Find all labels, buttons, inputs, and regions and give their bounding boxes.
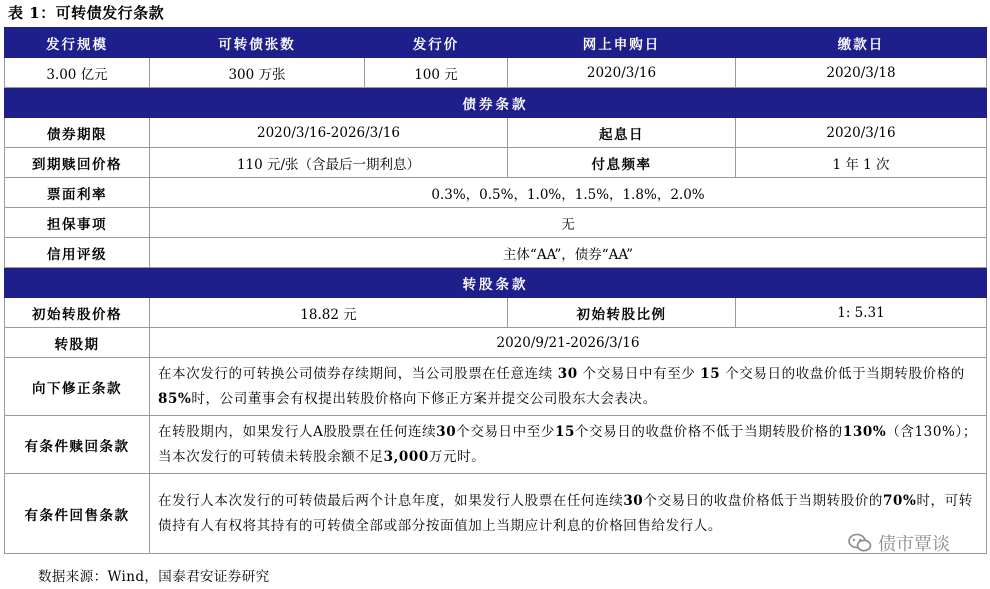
table-row: [5, 416, 987, 474]
header-cell: 发行规模: [5, 28, 150, 58]
bond-count: 300 万张: [150, 58, 365, 88]
wechat-icon: [848, 533, 872, 553]
table-row: [5, 178, 987, 208]
text-run: 个交易日的收盘价格不低于当期转股价格的: [574, 423, 843, 440]
source-note: 数据来源：Wind，国泰君安证券研究: [38, 569, 270, 585]
text-run: 在本次发行的可转换公司债券存续期间，当公司股票在任意连续: [158, 365, 558, 382]
conversion-price-label: 初始转股价格: [5, 298, 150, 328]
term-label: 债券期限: [5, 118, 150, 148]
bond-terms-table: [4, 27, 987, 554]
conversion-ratio-label: 初始转股比例: [508, 298, 736, 328]
table-title: 表 1：可转债发行条款: [8, 4, 165, 22]
text-run: 个交易日中有至少: [577, 365, 701, 382]
coupon-rate-label: 票面利率: [5, 178, 150, 208]
section-title-conversion: 转股条款: [5, 268, 987, 298]
text-run: 个交易日的收盘价格低于当期转股价的: [643, 492, 884, 509]
text-run-bold: 70%: [883, 492, 917, 509]
start-date-label: 起息日: [508, 118, 736, 148]
conversion-period-value: 2020/9/21-2026/3/16: [150, 328, 987, 358]
payment-date: 2020/3/18: [736, 58, 987, 88]
table-row: [5, 298, 987, 328]
text-run: 个交易日的收盘价低于当期转股价格的: [720, 365, 965, 382]
table-row: [5, 238, 987, 268]
term-value: 2020/3/16-2026/3/16: [150, 118, 508, 148]
section-title-bond: 债券条款: [5, 88, 987, 118]
interest-frequency-value: 1 年 1 次: [736, 148, 987, 178]
credit-rating-label: 信用评级: [5, 238, 150, 268]
section-row-conversion: [5, 268, 987, 298]
issue-price: 100 元: [365, 58, 508, 88]
conversion-period-label: 转股期: [5, 328, 150, 358]
watermark: [848, 530, 950, 556]
table-row: [5, 148, 987, 178]
table-row: [5, 474, 987, 554]
text-run: 时，可转债持有人有权将其持有的可转债全部或部分按面值加上当期应计利息的价格回售给发行人。: [158, 492, 973, 534]
header-row: [5, 28, 987, 58]
table-row: [5, 328, 987, 358]
text-run-bold: 15: [554, 423, 575, 440]
text-run-bold: 30: [623, 492, 644, 509]
watermark-text: 债市覃谈: [878, 534, 950, 555]
guarantee-label: 担保事项: [5, 208, 150, 238]
table-row: [5, 358, 987, 416]
text-run-bold: 30: [557, 365, 578, 382]
guarantee-value: 无: [150, 208, 987, 238]
text-run: 在转股期内，如果发行人A股股票在任何连续: [158, 423, 437, 440]
table-row: [5, 118, 987, 148]
text-run: 在发行人本次发行的可转债最后两个计息年度，如果发行人股票在任何连续: [158, 492, 624, 509]
conversion-price-value: 18.82 元: [150, 298, 508, 328]
text-run-bold: 3,000: [383, 448, 429, 465]
text-run-bold: 85%: [158, 390, 192, 407]
start-date-value: 2020/3/16: [736, 118, 987, 148]
issue-row: [5, 58, 987, 88]
table-row: [5, 208, 987, 238]
text-run: 个交易日中至少: [456, 423, 555, 440]
conditional-redemption-text: [150, 416, 987, 474]
coupon-rate-value: 0.3%，0.5%，1.0%，1.5%，1.8%，2.0%: [150, 178, 987, 208]
header-cell: 可转债张数: [150, 28, 365, 58]
downward-revision-text: [150, 358, 987, 416]
text-run: （含130%）；当本次发行的可转债未转股余额不足: [158, 423, 977, 465]
interest-frequency-label: 付息频率: [508, 148, 736, 178]
text-run-bold: 130%: [842, 423, 887, 440]
text-run: 万元时。: [428, 448, 486, 465]
conditional-put-label: 有条件回售条款: [5, 474, 150, 554]
text-run: 时，公司董事会有权提出转股价格向下修正方案并提交公司股东大会表决。: [191, 390, 657, 407]
redeem-price-value: 110 元/张（含最后一期利息）: [150, 148, 508, 178]
conditional-redemption-label: 有条件赎回条款: [5, 416, 150, 474]
issue-size: 3.00 亿元: [5, 58, 150, 88]
section-row-bond: [5, 88, 987, 118]
credit-rating-value: 主体“AA”，债券“AA”: [150, 238, 987, 268]
redeem-price-label: 到期赎回价格: [5, 148, 150, 178]
conversion-ratio-value: 1: 5.31: [736, 298, 987, 328]
header-cell: 发行价: [365, 28, 508, 58]
subscription-date: 2020/3/16: [508, 58, 736, 88]
header-cell: 缴款日: [736, 28, 987, 58]
header-cell: 网上申购日: [508, 28, 736, 58]
text-run-bold: 15: [700, 365, 721, 382]
downward-revision-label: 向下修正条款: [5, 358, 150, 416]
text-run-bold: 30: [436, 423, 457, 440]
